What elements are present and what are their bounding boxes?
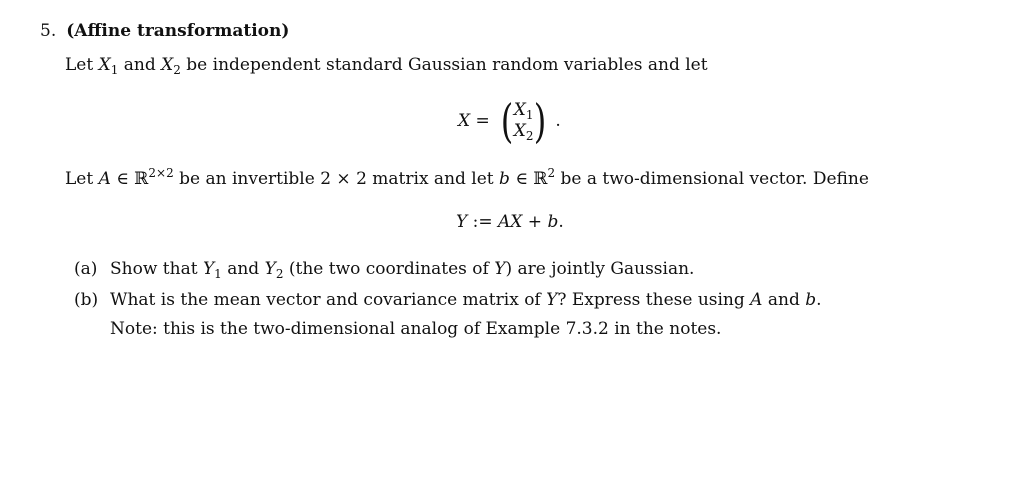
part-b-note: Note: this is the two-dimensional analog of Example 7.3.2 in the notes. (110, 319, 722, 339)
problem-number: 5. (40, 21, 57, 41)
vector-entry-bottom-sub: 2 (525, 129, 534, 143)
var-y: Y (546, 290, 558, 310)
vector-entry-top-var: X (513, 100, 526, 120)
definition-text: be an invertible 2 × 2 matrix and let (173, 169, 500, 189)
superscript-2x2: 2×2 (148, 166, 174, 180)
subscript-1: 1 (110, 63, 119, 77)
intro-text: be independent standard Gaussian random variables and let (180, 55, 708, 75)
var-x2: X (161, 55, 174, 75)
var-a: A (98, 169, 111, 189)
subscript-1: 1 (214, 267, 222, 281)
part-b-text: What is the mean vector and covariance matrix of (110, 290, 547, 310)
var-y: Y (494, 259, 506, 279)
var-y2: Y (264, 259, 276, 279)
var-ax: AX (498, 212, 523, 232)
equation-period: . (555, 111, 561, 131)
vector-definition-equation (458, 94, 561, 148)
intro-sentence (65, 54, 708, 76)
definition-text: ∈ ℝ (110, 169, 149, 189)
equation-period: . (558, 212, 564, 232)
var-a: A (750, 290, 763, 310)
part-b-text: . (816, 290, 822, 310)
problem-title: (Affine transformation) (66, 21, 290, 41)
var-y1: Y (202, 259, 215, 279)
subscript-2: 2 (275, 267, 284, 281)
var-b: b (547, 212, 559, 232)
var-b: b (805, 290, 817, 310)
problem-heading (40, 20, 289, 42)
part-b-label: (b) (74, 290, 99, 310)
definition-text: Let (65, 169, 99, 189)
right-paren: ) (534, 94, 547, 148)
part-a-text: and (221, 259, 265, 279)
part-a (74, 258, 694, 280)
definition-sentence (65, 168, 869, 190)
intro-text: and (118, 55, 162, 75)
vector-entry-top (514, 100, 534, 121)
part-b (74, 289, 822, 311)
part-b-text: and (762, 290, 806, 310)
definition-text: ∈ ℝ (509, 169, 548, 189)
superscript-2: 2 (547, 166, 556, 180)
var-b: b (499, 169, 510, 189)
left-paren: ( (500, 94, 514, 148)
part-a-text: Show that (110, 259, 203, 279)
part-b-text: ? Express these using (557, 290, 751, 310)
affine-equation (456, 211, 564, 233)
equation-lhs: X = (458, 111, 490, 131)
column-vector (514, 100, 534, 142)
intro-text: Let (65, 55, 99, 75)
part-a-text: (the two coordinates of (283, 259, 495, 279)
part-a-text: ) are jointly Gaussian. (505, 259, 695, 279)
subscript-2: 2 (173, 63, 181, 77)
vector-entry-top-sub: 1 (525, 108, 534, 122)
var-x1: X (98, 55, 111, 75)
var-y: Y (456, 212, 468, 232)
part-a-label: (a) (74, 259, 98, 279)
plus-symbol: + (522, 212, 548, 232)
vector-entry-bottom (514, 121, 534, 142)
assign-symbol: := (467, 212, 499, 232)
vector-entry-bottom-var: X (513, 121, 526, 141)
definition-text: be a two-dimensional vector. Define (555, 169, 869, 189)
